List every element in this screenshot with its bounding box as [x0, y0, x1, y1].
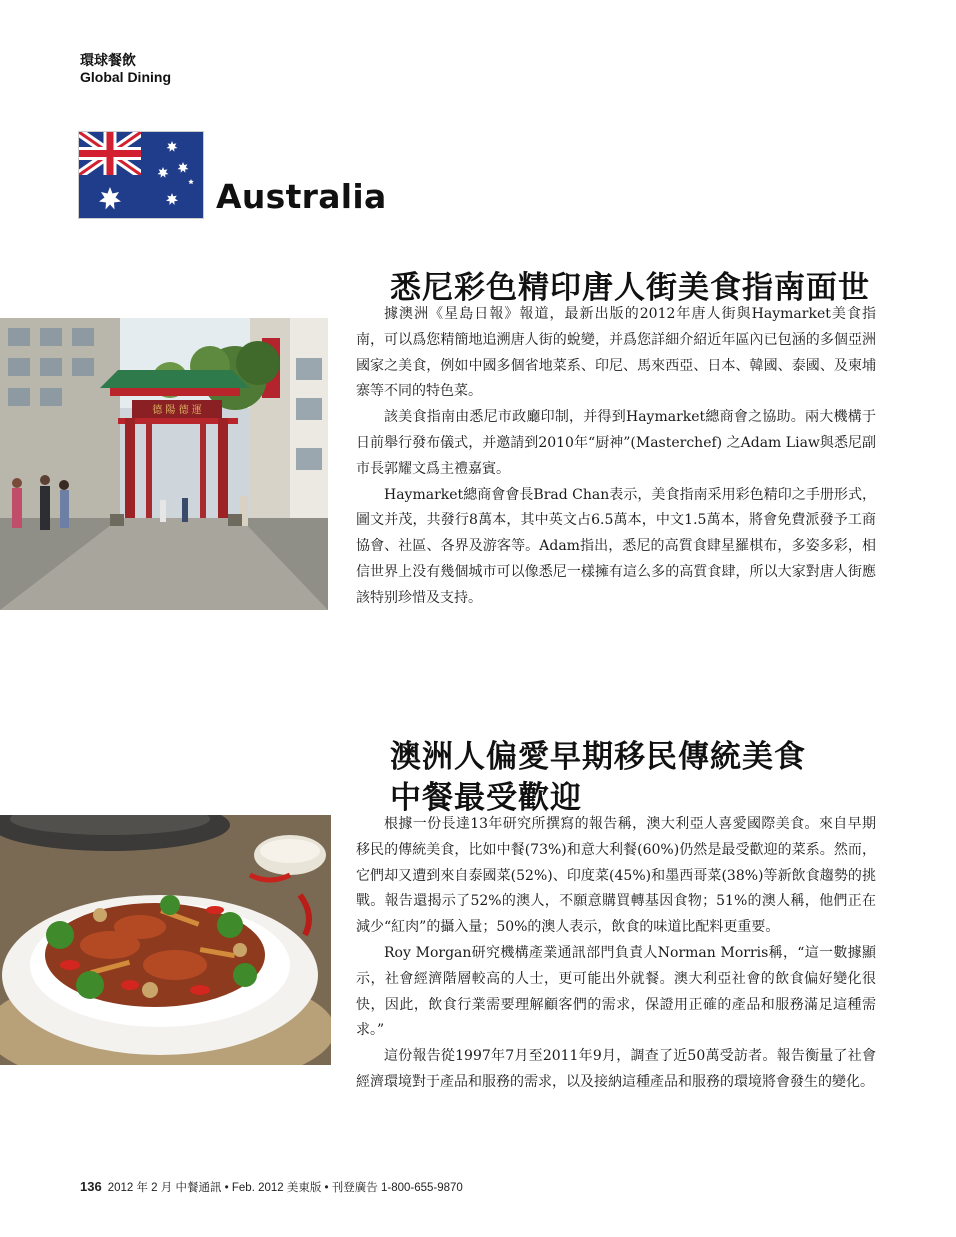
article1-paragraph: Haymarket總商會會長Brad Chan表示，美食指南采用彩色精印之手册形式，圖文并茂，共發行8萬本，其中英文占6.5萬本，中文1.5萬本，將會免費派發予工商協會、社區、各界及游客等。Adam指出，悉尼的高質食肆星羅棋布，多姿多彩，相信世界上没有幾個城市可以像悉尼一樣擁有這么多的高質食肆，所以大家對唐人街應該特别珍惜及支持。: [356, 486, 876, 606]
article2-title-line2: 中餐最受歡迎: [390, 780, 582, 816]
article2-paragraph: Roy Morgan研究機構產業通訊部門負責人Norman Morris稱，“這一數據顯示，社會經濟階層較高的人士，更可能出外就餐。澳大利亞社會的飲食偏好變化很快，因此，飲食行業需要理解顧客們的需求，保證用正確的產品和服務滿足這種需求。”: [356, 944, 876, 1039]
page-footer: [80, 1179, 463, 1195]
article2-paragraph: 這份報告從1997年7月至2011年9月，調查了近50萬受訪者。報告衡量了社會經濟環境對于產品和服務的需求，以及接納這種產品和服務的環境將會發生的變化。: [356, 1048, 876, 1090]
gate-sign-text: 德 陽 德 運: [152, 405, 202, 416]
section-title-english: Global Dining: [80, 69, 171, 85]
article1-title: 悉尼彩色精印唐人街美食指南面世: [390, 270, 870, 306]
article1-paragraph: 據澳洲《星島日報》報道，最新出版的2012年唐人街與Haymarket美食指南，可以爲您精簡地追溯唐人街的蛻變，并爲您詳細介紹近年區內已包涵的多個亞洲國家之美食，例如中國多個省地菜系、印尼、馬來西亞、日本、韓國、泰國、及柬埔寨等不同的特色菜。: [356, 306, 876, 400]
country-title: Australia: [216, 177, 387, 216]
article1-body: [356, 302, 876, 612]
chinese-dish-photo: [0, 815, 331, 1065]
article2-paragraph: 根據一份長達13年研究所撰寫的報告稱，澳大利亞人喜愛國際美食。來自早期移民的傳統美食，比如中餐(73%)和意大利餐(60%)仍然是最受歡迎的菜系。然而，它們却又遭到來自泰國菜(52%)、印度菜(45%)和墨西哥菜(38%)等新飲食趨勢的挑戰。報告還揭示了52%的澳人，不願意購買轉基因食物；51%的澳人稱，他們正在減少“紅肉”的攝入量；50%的澳人表示，飲食的味道比配料更重要。: [356, 816, 876, 936]
article2-title-line1: 澳洲人偏愛早期移民傳統美食: [390, 739, 806, 775]
australia-flag-icon: [79, 132, 203, 218]
section-title-chinese: 環球餐飲: [80, 53, 136, 69]
page-number: 136: [80, 1179, 102, 1194]
chinatown-gate-photo: [0, 318, 328, 610]
footer-text: 2012 年 2 月 中餐通訊 • Feb. 2012 美東版 • 刊登廣告 1-800-655-9870: [107, 1182, 463, 1194]
article1-paragraph: 該美食指南由悉尼市政廳印制，并得到Haymarket總商會之協助。兩大機構于日前舉行發布儀式，并邀請到2010年“厨神”(Masterchef) 之Adam Liaw與悉尼副市長郭耀文爲主禮嘉賓。: [356, 409, 876, 477]
article2-body: [356, 812, 876, 1096]
